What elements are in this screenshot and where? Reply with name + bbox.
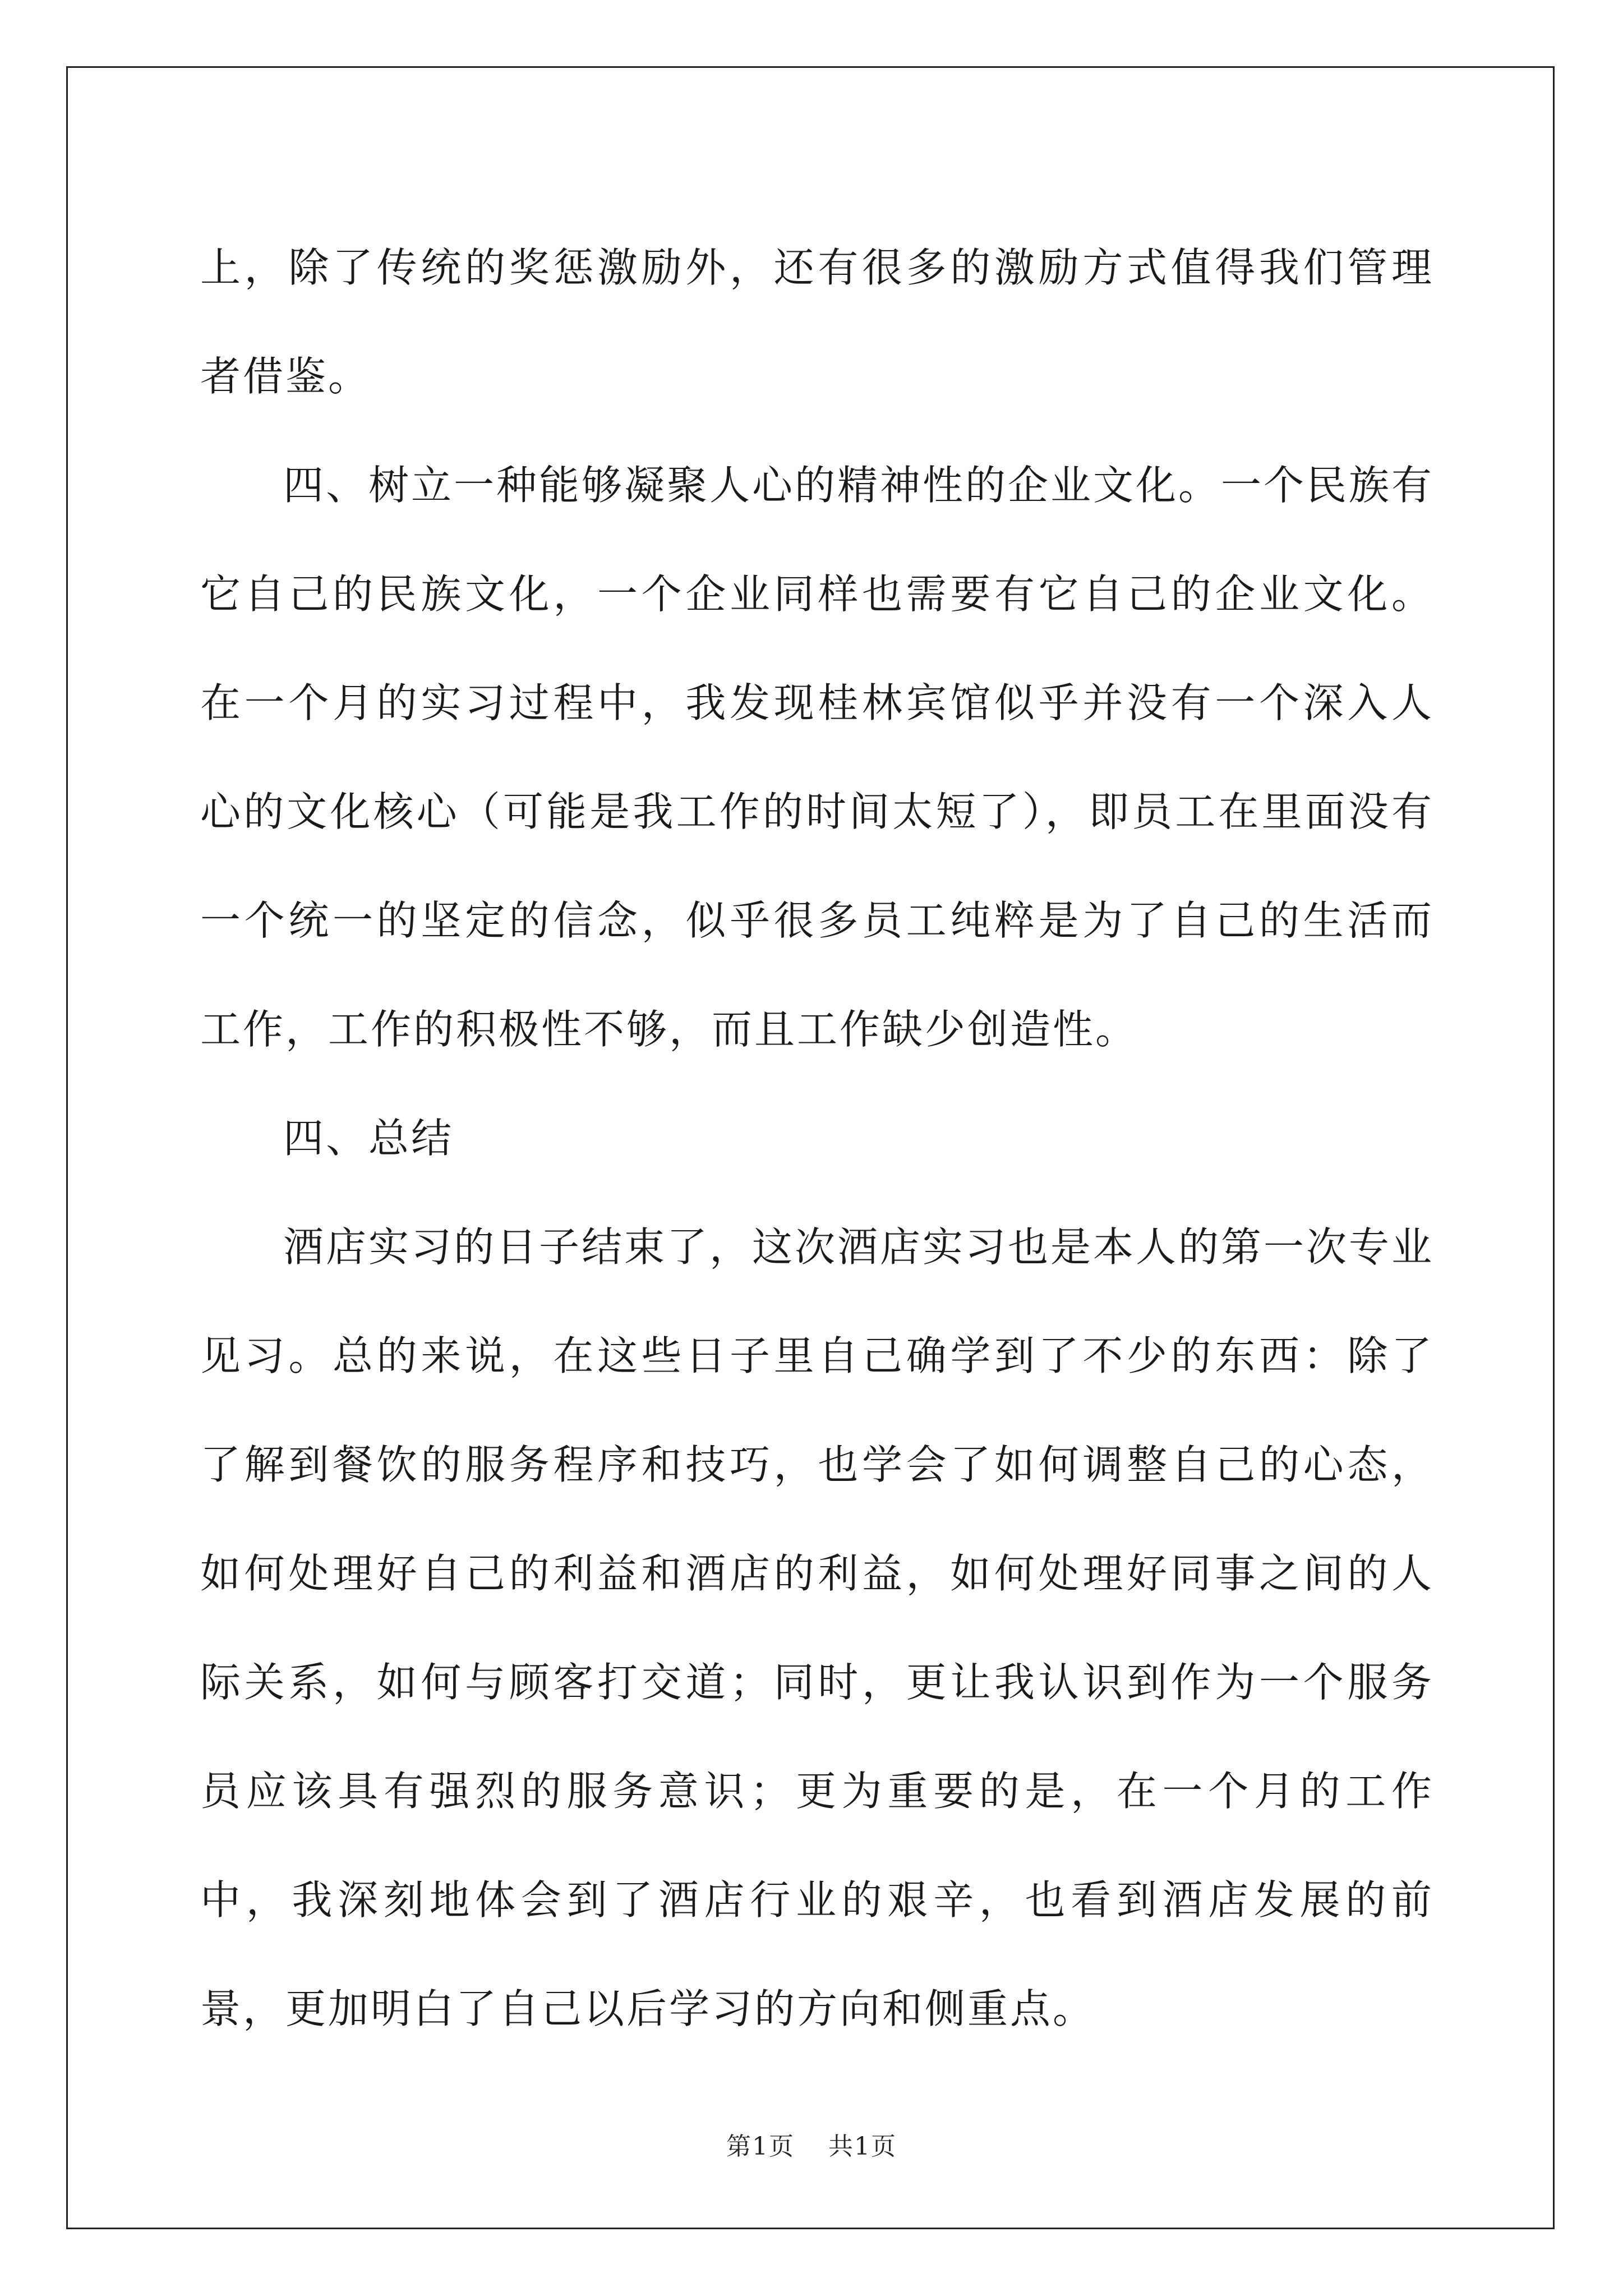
page-footer: [0, 2126, 1623, 2162]
document-body: [200, 213, 1434, 2063]
paragraph-corporate-culture: 四、树立一种能够凝聚人心的精神性的企业文化。一个民族有它自己的民族文化，一个企业同样也需要有它自己的企业文化。在一个月的实习过程中，我发现桂林宾馆似乎并没有一个深入人心的文化核心（可能是我工作的时间太短了），即员工在里面没有一个统一的坚定的信念，似乎很多员工纯粹是为了自己的生活而工作，工作的积极性不够，而且工作缺少创造性。: [200, 462, 1435, 1053]
paragraph-summary: 酒店实习的日子结束了，这次酒店实习也是本人的第一次专业见习。总的来说，在这些日子里自己确学到了不少的东西：除了了解到餐饮的服务程序和技巧，也学会了如何调整自己的心态，如何处理好自己的利益和酒店的利益，如何处理好同事之间的人际关系，如何与顾客打交道；同时，更让我认识到作为一个服务员应该具有强烈的服务意识；更为重要的是，在一个月的工作中，我深刻地体会到了酒店行业的艰辛，也看到酒店发展的前景，更加明白了自己以后学习的方向和侧重点。: [200, 1223, 1435, 2032]
page-number-total: 共1页: [828, 2132, 897, 2161]
page-number-current: 第1页: [726, 2132, 795, 2161]
section-heading-summary: 四、总结: [283, 1115, 454, 1162]
paragraph-continuation: 上，除了传统的奖惩激励外，还有很多的激励方式值得我们管理者借鉴。: [200, 244, 1434, 400]
